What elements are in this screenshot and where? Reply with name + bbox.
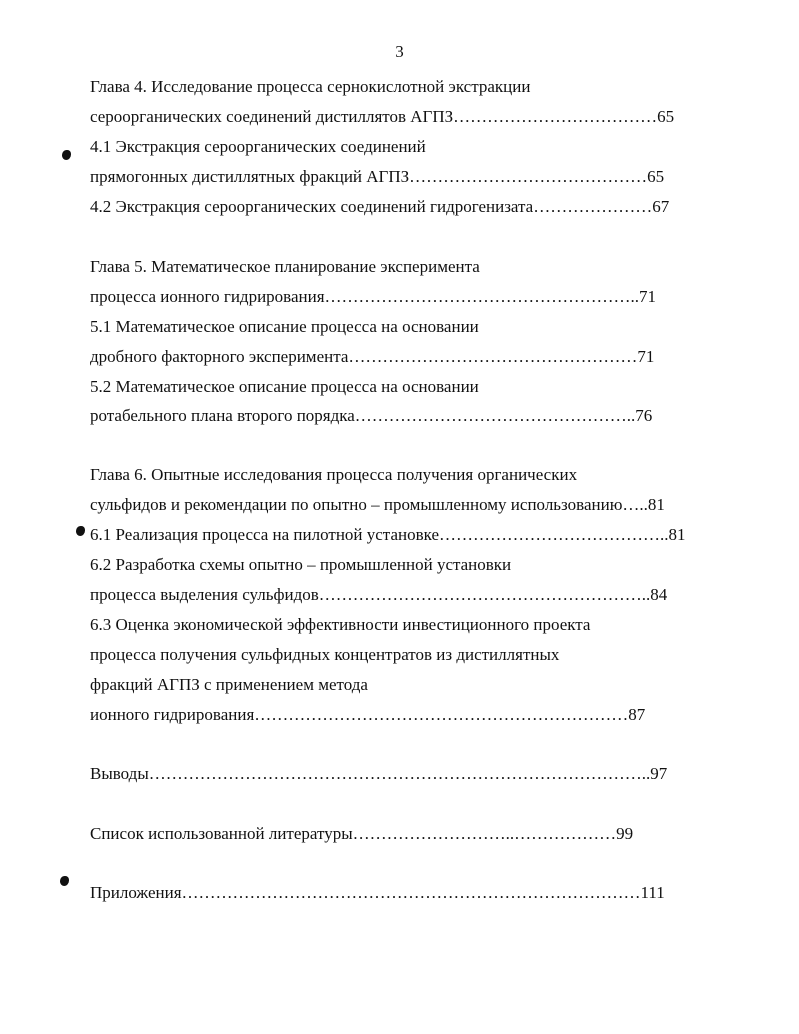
chapter-6-title-cont: сульфидов и рекомендации по опытно – промышленному использованию…..81 [90,495,665,514]
chapter-4-title: Глава 4. Исследование процесса сернокислотной экстракции [90,77,531,96]
chapter-6-title: Глава 6. Опытные исследования процесса получения органических [90,465,578,484]
section-6-3-title-cont: фракций АГПЗ с применением метода [90,675,368,694]
chapter-5-title: Глава 5. Математическое планирование эксперимента [90,257,480,276]
section-5-2-title-cont: ротабельного плана второго порядка…………………………………………..76 [90,406,653,425]
appendices-entry: Приложения………………………………………………………………………111 [90,883,665,902]
section-6-2-title: 6.2 Разработка схемы опытно – промышленной установки [90,555,512,574]
scan-mark [62,150,71,160]
chapter-5-title-cont: процесса ионного гидрирования………………………………………………..71 [90,287,657,306]
section-5-2-title: 5.2 Математическое описание процесса на основании [90,377,479,396]
section-6-3-title-cont: процесса получения сульфидных концентратов из дистиллятных [90,645,560,664]
section-5-1-title: 5.1 Математическое описание процесса на основании [90,317,479,336]
section-6-3-title-cont: ионного гидрирования…………………………………………………………87 [90,705,646,724]
section-4-2-title: 4.2 Экстракция сероорганических соединений гидрогенизата…………………67 [90,197,670,216]
section-6-3-title: 6.3 Оценка экономической эффективности инвестиционного проекта [90,615,591,634]
section-6-1-title: 6.1 Реализация процесса на пилотной установке…………………………………..81 [90,525,686,544]
section-4-1-title-cont: прямогонных дистиллятных фракций АГПЗ……………………………………65 [90,167,665,186]
chapter-4-title-cont: сероорганических соединений дистиллятов АГПЗ………………………………65 [90,107,675,126]
page-number: 3 [395,42,404,61]
conclusions-entry: Выводы……………………………………………………………………………..97 [90,764,668,783]
section-5-1-title-cont: дробного факторного эксперимента……………………………………………71 [90,347,655,366]
section-6-2-title-cont: процесса выделения сульфидов…………………………………………………..84 [90,585,668,604]
scan-mark [76,526,85,536]
section-4-1-title: 4.1 Экстракция сероорганических соединений [90,137,426,156]
scan-mark [60,876,69,886]
references-entry: Список использованной литературы………………………..………………99 [90,824,634,843]
